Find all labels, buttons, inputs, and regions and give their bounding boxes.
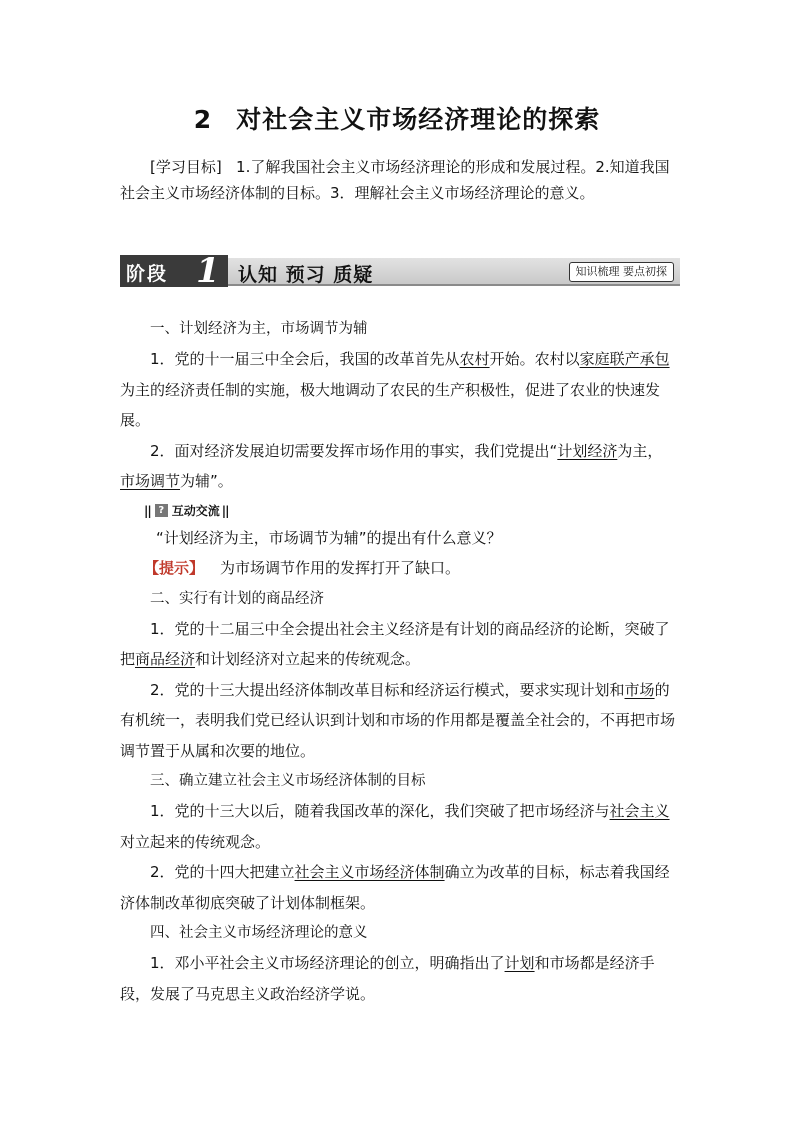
hint-label: 【提示】 bbox=[144, 559, 205, 577]
key-term: 市场 bbox=[624, 680, 655, 699]
hint-paragraph bbox=[144, 553, 676, 584]
text-run: 1．党的十一届三中全会后，我国的改革首先从 bbox=[150, 350, 460, 368]
page-title bbox=[0, 100, 794, 136]
interaction-label: 互动交流 bbox=[171, 503, 220, 518]
text-run: 2．党的十三大提出经济体制改革目标和经济运行模式，要求实现计划和 bbox=[150, 680, 625, 699]
stage-label: 阶段 bbox=[126, 263, 169, 285]
text-run: 1．党的十三大以后，随着我国改革的深化，我们突破了把市场经济与 bbox=[150, 802, 610, 820]
key-term: 社会主义市场经济体制 bbox=[294, 863, 445, 881]
divider-bars-icon: || bbox=[144, 503, 151, 518]
stage-tag: 知识梳理 要点初探 bbox=[569, 262, 675, 282]
text-run: 1．党的十二届三中全会提出社会主义经济是有计划的商品经济的论断，突破了把 bbox=[120, 619, 670, 668]
paragraph bbox=[120, 614, 676, 675]
stage-badge bbox=[120, 251, 228, 291]
key-term: 商品经济 bbox=[135, 650, 196, 668]
section-heading: 三、确立建立社会主义市场经济体制的目标 bbox=[150, 773, 426, 789]
hint-text: 为市场调节作用的发挥打开了缺口。 bbox=[220, 559, 461, 577]
text-run: 为主， bbox=[617, 441, 663, 460]
interaction-header bbox=[144, 499, 676, 523]
text-run: 2．党的十四大把建立 bbox=[150, 863, 295, 881]
interaction-question: “计划经济为主，市场调节为辅”的提出有什么意义？ bbox=[156, 528, 502, 547]
text-run: 对立起来的传统观念。 bbox=[120, 832, 271, 851]
text-run: 开始。农村以 bbox=[489, 350, 580, 368]
paragraph bbox=[120, 344, 676, 436]
text-run: 为辅”。 bbox=[180, 472, 233, 490]
lesson-number: 2 bbox=[193, 105, 213, 134]
main-content bbox=[120, 314, 676, 1009]
text-run: 2．面对经济发展迫切需要发挥市场作用的事实，我们党提出“ bbox=[150, 441, 558, 460]
key-term: 计划 bbox=[504, 954, 535, 972]
objectives-text: 1.了解我国社会主义市场经济理论的形成和发展过程。2.知道我国社会主义市场经济体制的目标。3．理解社会主义市场经济理论的意义。 bbox=[120, 158, 670, 202]
section-heading: 四、社会主义市场经济理论的意义 bbox=[150, 925, 368, 941]
paragraph bbox=[120, 436, 676, 497]
paragraph bbox=[120, 857, 676, 918]
text-run: 1．邓小平社会主义市场经济理论的创立，明确指出了 bbox=[150, 954, 505, 972]
key-term: 计划经济 bbox=[557, 441, 618, 460]
stage-banner bbox=[120, 251, 680, 291]
text-run: 的有机统一，表明我们党已经认识到计划和市场的作用都是覆盖全社会的，不再把市场调节置于从属和次要的地位。 bbox=[120, 680, 676, 760]
paragraph bbox=[120, 796, 676, 857]
section-heading: 一、计划经济为主，市场调节为辅 bbox=[150, 321, 368, 337]
text-run: 为主的经济责任制的实施，极大地调动了农民的生产积极性，促进了农业的快速发展。 bbox=[120, 380, 661, 429]
section-heading: 二、实行有计划的商品经济 bbox=[150, 590, 324, 607]
lesson-title: 对社会主义市场经济理论的探索 bbox=[236, 105, 601, 134]
text-run: 确立为改革的目标，标志着我国经济体制改革彻底突破了计划体制框架。 bbox=[120, 863, 670, 912]
question-icon: ? bbox=[155, 504, 168, 517]
learning-objectives bbox=[120, 154, 676, 206]
text-run: 和市场都是经济手段，发展了马克思主义政治经济学说。 bbox=[120, 954, 655, 1003]
objectives-label: [学习目标] bbox=[150, 158, 222, 176]
stage-heading: 认知 预习 质疑 bbox=[238, 264, 374, 286]
paragraph bbox=[120, 948, 676, 1009]
key-term: 社会主义 bbox=[609, 802, 670, 820]
paragraph bbox=[120, 675, 676, 767]
text-run: 和计划经济对立起来的传统观念。 bbox=[195, 650, 421, 668]
key-term: 农村 bbox=[459, 350, 490, 368]
key-term: 家庭联产承包 bbox=[579, 350, 670, 368]
key-term: 市场调节 bbox=[120, 472, 181, 490]
stage-number: 1 bbox=[196, 251, 220, 291]
divider-bars-icon: || bbox=[221, 503, 229, 518]
